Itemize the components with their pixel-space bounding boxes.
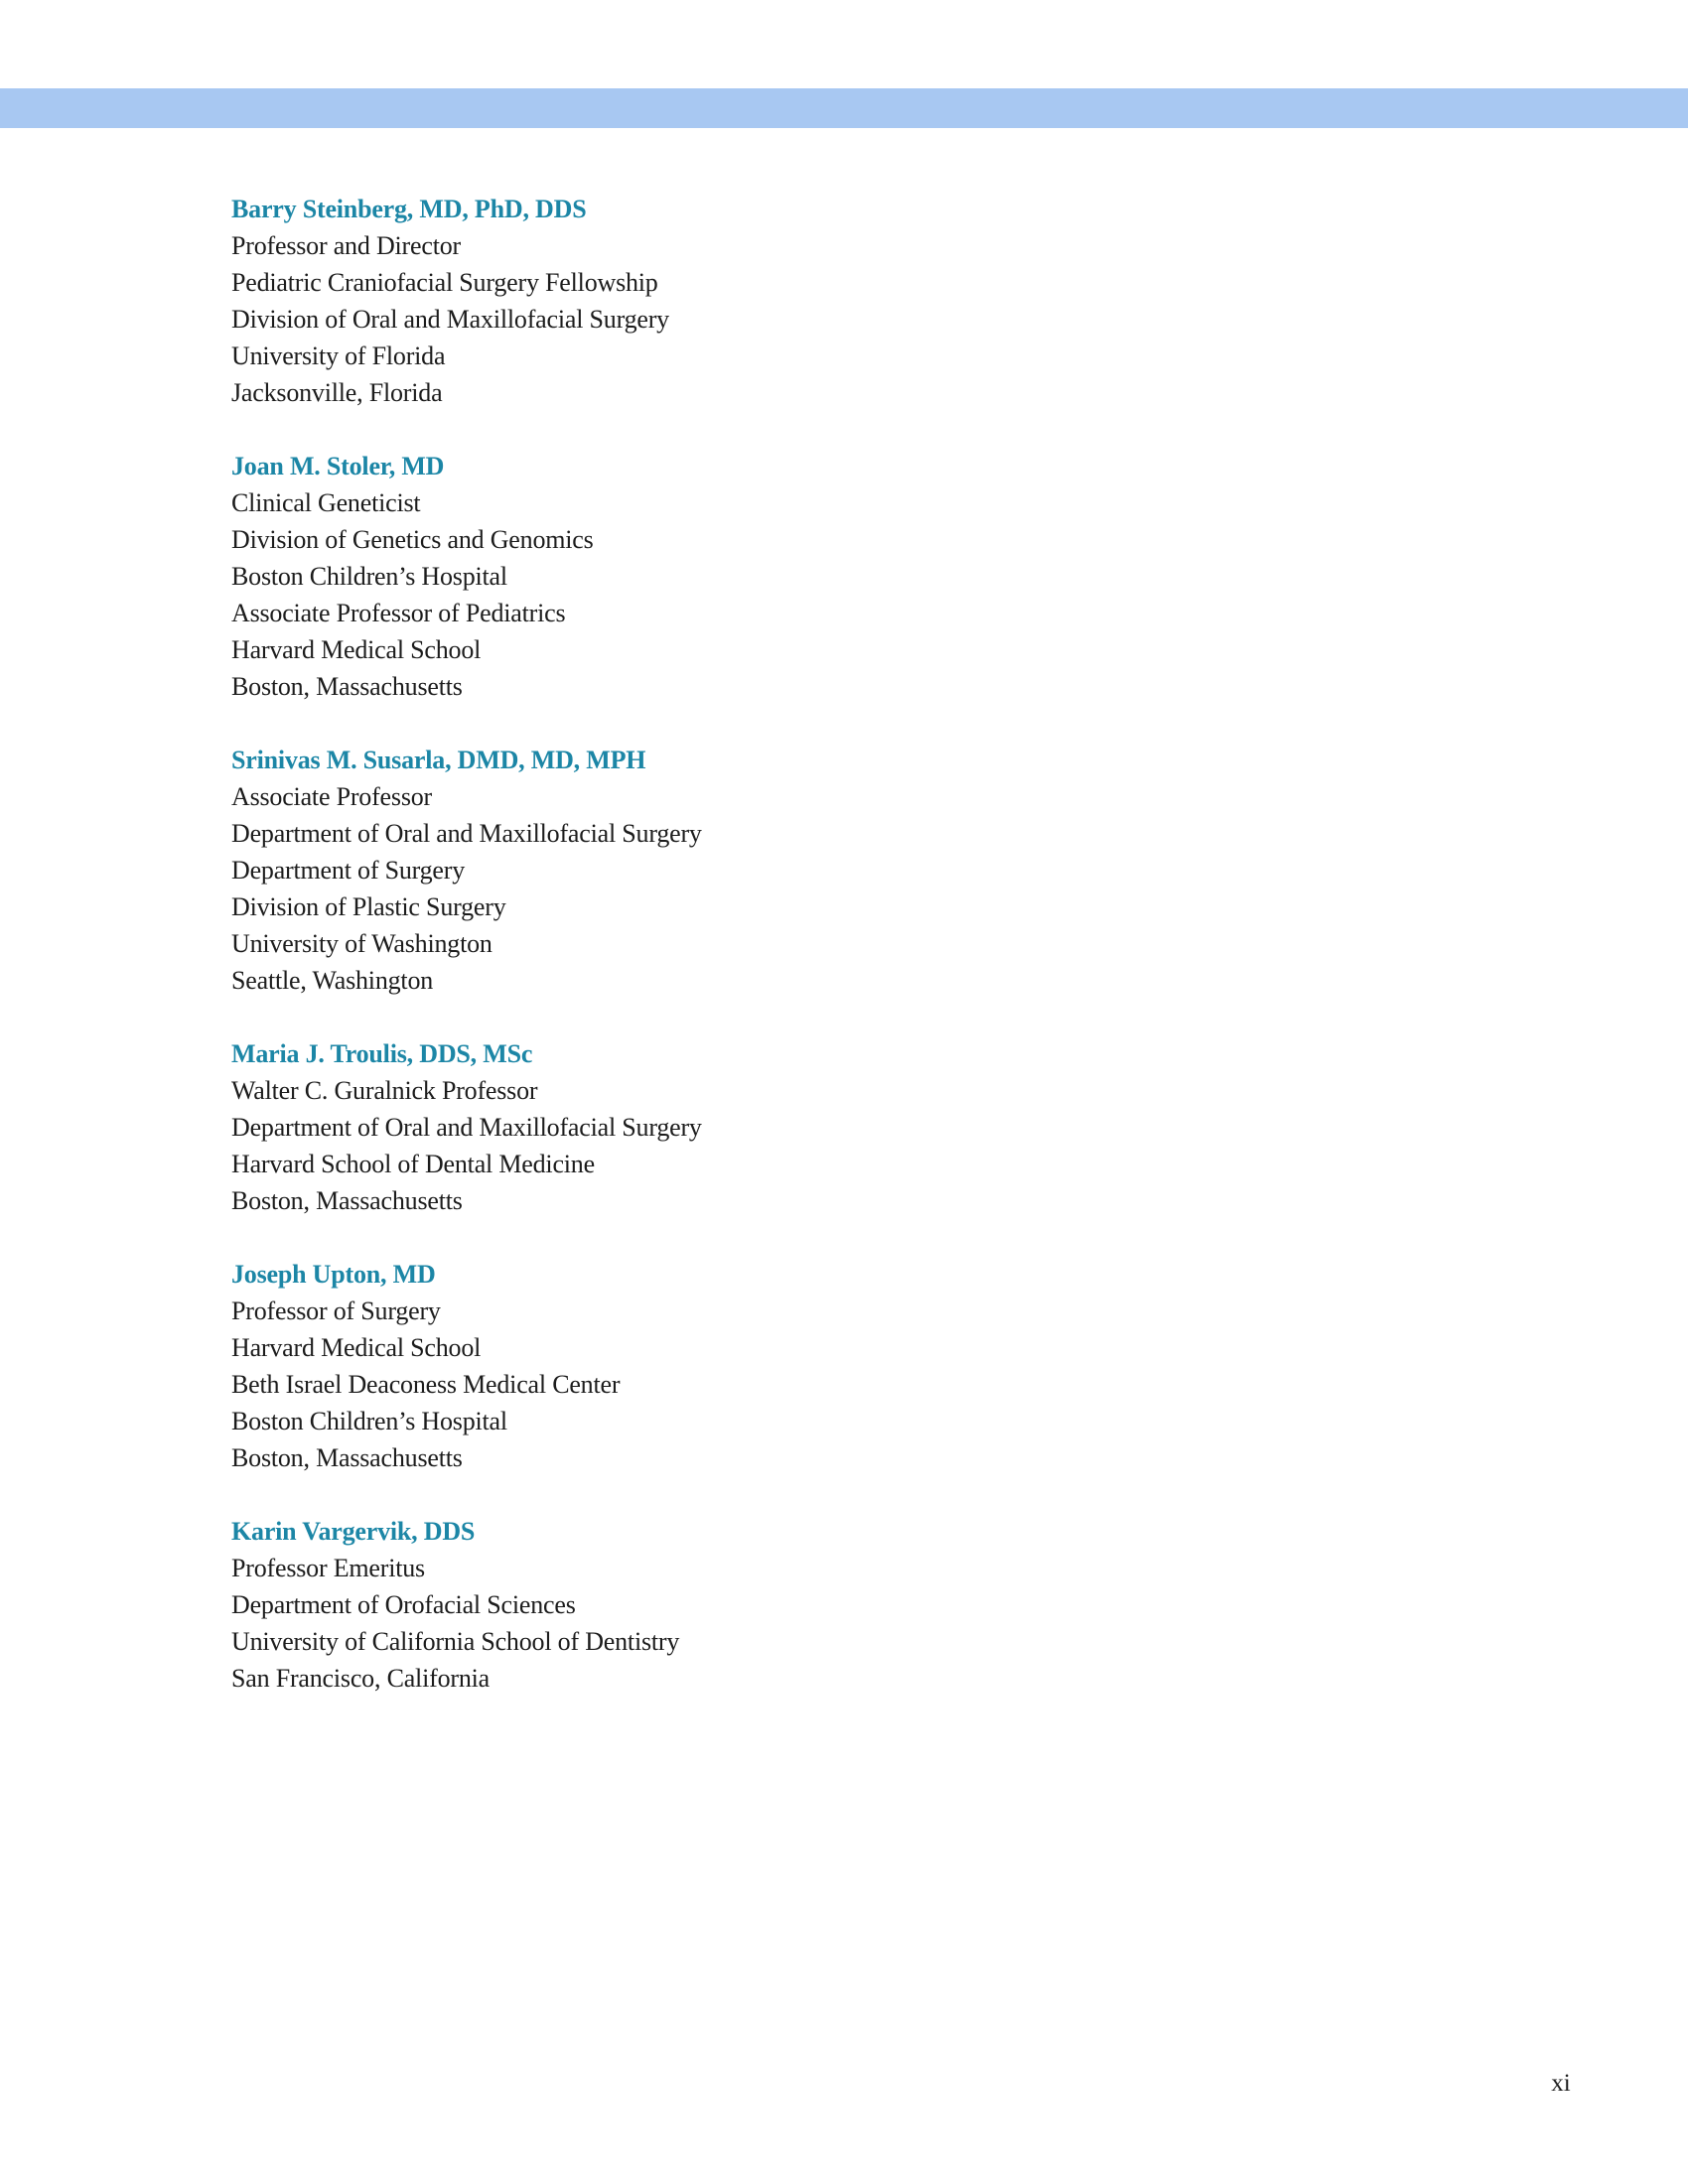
contributor-affiliation-line: Department of Oral and Maxillofacial Surgery <box>231 819 702 848</box>
contributor-name: Maria J. Troulis, DDS, MSc <box>231 1039 533 1068</box>
contributor-affiliation-line: Beth Israel Deaconess Medical Center <box>231 1370 621 1399</box>
contributor-affiliation-line: Boston Children’s Hospital <box>231 1407 507 1435</box>
contributor-name: Srinivas M. Susarla, DMD, MD, MPH <box>231 746 646 774</box>
contributor-affiliation-line: Associate Professor of Pediatrics <box>231 599 566 627</box>
contributor-affiliation-line: University of Washington <box>231 929 492 958</box>
contributor-affiliation-line: Professor Emeritus <box>231 1554 425 1582</box>
contributor-affiliation-line: Jacksonville, Florida <box>231 378 443 407</box>
contributor-affiliation-line: Pediatric Craniofacial Surgery Fellowship <box>231 268 658 297</box>
decorative-header-band <box>0 88 1688 128</box>
contributor-affiliation-line: Harvard Medical School <box>231 1333 482 1362</box>
page-number: xi <box>1551 2070 1571 2097</box>
contributor-affiliation-line: Associate Professor <box>231 782 432 811</box>
contributor-affiliation-line: University of California School of Dentistry <box>231 1627 680 1656</box>
contributor-affiliation-line: Professor and Director <box>231 231 461 260</box>
contributor-entry <box>231 448 1204 705</box>
contributor-affiliation-line: Harvard School of Dental Medicine <box>231 1150 595 1178</box>
contributor-affiliation-line: Department of Oral and Maxillofacial Surgery <box>231 1113 702 1142</box>
contributor-affiliation-line: Division of Genetics and Genomics <box>231 525 594 554</box>
contributor-entry <box>231 191 1204 411</box>
contributor-affiliation-line: San Francisco, California <box>231 1664 490 1693</box>
contributor-entry <box>231 1256 1204 1476</box>
contributor-name: Barry Steinberg, MD, PhD, DDS <box>231 195 587 223</box>
contributor-affiliation-line: Boston, Massachusetts <box>231 1443 463 1472</box>
contributor-affiliation-line: Division of Oral and Maxillofacial Surgery <box>231 305 669 334</box>
contributor-affiliation-line: Division of Plastic Surgery <box>231 892 506 921</box>
contributor-affiliation-line: Professor of Surgery <box>231 1297 441 1325</box>
contributor-affiliation-line: Boston Children’s Hospital <box>231 562 507 591</box>
contributor-entry <box>231 1035 1204 1219</box>
contributors-list <box>231 191 1204 1733</box>
contributor-affiliation-line: Seattle, Washington <box>231 966 434 995</box>
contributor-entry <box>231 1513 1204 1697</box>
contributor-name: Karin Vargervik, DDS <box>231 1517 476 1546</box>
contributor-affiliation-line: Clinical Geneticist <box>231 488 421 517</box>
contributor-affiliation-line: Department of Surgery <box>231 856 466 885</box>
contributor-affiliation-line: Walter C. Guralnick Professor <box>231 1076 538 1105</box>
contributor-affiliation-line: Department of Orofacial Sciences <box>231 1590 576 1619</box>
contributor-name: Joan M. Stoler, MD <box>231 452 445 480</box>
contributor-affiliation-line: Harvard Medical School <box>231 635 482 664</box>
contributor-affiliation-line: Boston, Massachusetts <box>231 672 463 701</box>
contributor-affiliation-line: Boston, Massachusetts <box>231 1186 463 1215</box>
contributor-affiliation-line: University of Florida <box>231 341 446 370</box>
contributor-name: Joseph Upton, MD <box>231 1260 436 1289</box>
contributor-entry <box>231 742 1204 999</box>
